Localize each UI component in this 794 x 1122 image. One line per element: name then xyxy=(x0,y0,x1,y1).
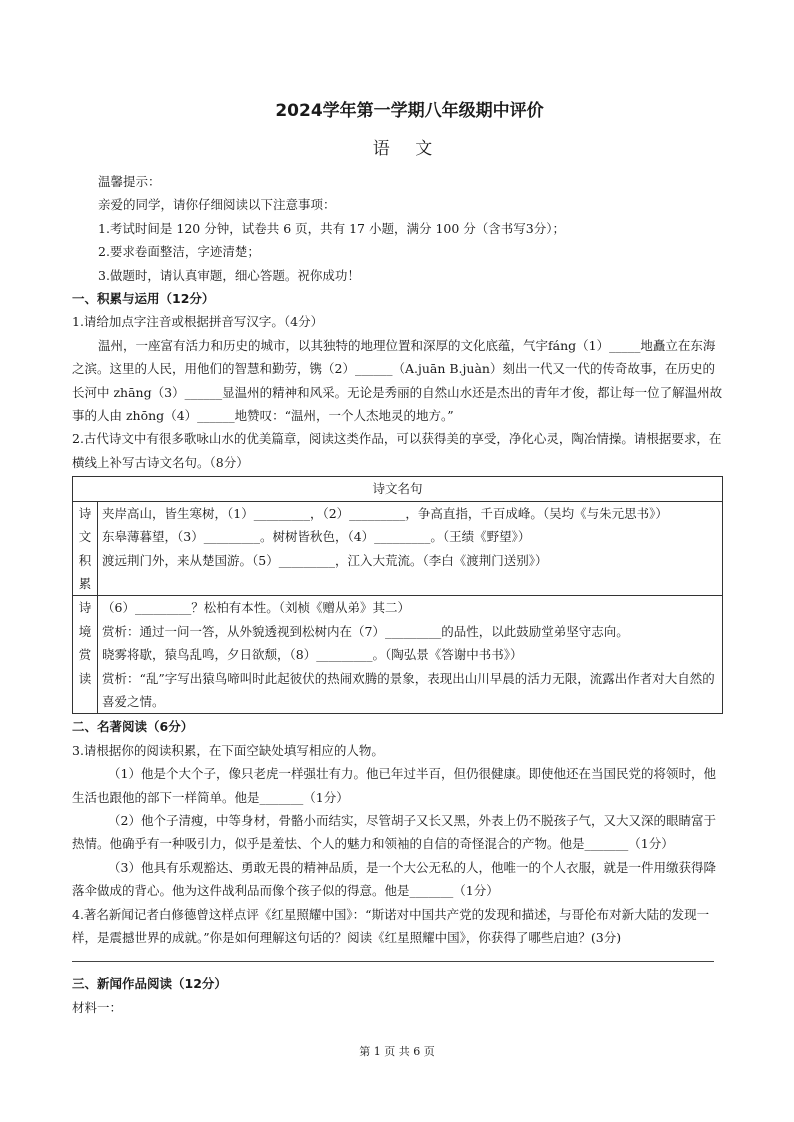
poem-group-content xyxy=(98,596,723,714)
poem-line: 赏析：通过一问一答，从外貌透视到松树内在（7）_________的品性，以此鼓励堂弟坚守志向。 xyxy=(102,623,629,639)
poem-line: 东皋薄暮望，（3）_________。树树皆秋色，（4）_________。（王绩《野望》） xyxy=(102,529,531,545)
section-heading: 二、名著阅读（6分） xyxy=(72,719,194,735)
tips-label: 温馨提示： xyxy=(98,174,161,189)
exam-subject: 语 文 xyxy=(372,139,443,159)
exam-title: 2024学年第一学期八年级期中评价 xyxy=(275,101,544,121)
question-stem: 3.请根据你的阅读积累，在下面空缺处填写相应的人物。 xyxy=(72,742,384,758)
tips-item: 2.要求卷面整洁，字迹清楚； xyxy=(98,244,260,260)
poem-group-label: 诗境赏读 xyxy=(73,596,98,714)
material-label: 材料一： xyxy=(72,999,123,1015)
question-item: （2）他个子清瘦，中等身材，骨骼小而结实，尽管胡子又长又黑，外表上仍不脱孩子气，又大又深的眼睛富于热情。他确乎有一种吸引力，似乎是羞怯、个人的魅力和领袖的自信的奇怪混合的产物。他是_______（1分） xyxy=(72,812,716,852)
page-footer: 第 1 页 共 6 页 xyxy=(359,1045,435,1058)
question-item: （3）他具有乐观豁达、勇敢无畏的精神品质，是一个大公无私的人，他唯一的个人衣服，就是一件用缴获得降落伞做成的背心。他为这件战利品而像个孩子似的得意。他是_______（1分） xyxy=(72,859,716,899)
answer-line xyxy=(72,961,714,962)
poem-line: （6）_________？松柏有本性。（刘桢《赠从弟》其二） xyxy=(102,600,410,616)
poem-line: 渡远荆门外，来从楚国游。（5）_________，江入大荒流。（李白《渡荆门送别》） xyxy=(102,552,548,568)
tips-item: 1.考试时间是 120 分钟，试卷共 6 页，共有 17 小题，满分 100 分（含书写3分）； xyxy=(98,220,565,236)
poem-table xyxy=(72,476,723,714)
question-stem: 4.著名新闻记者白修德曾这样点评《红星照耀中国》：“斯诺对中国共产党的发现和描述，与哥伦布对新大陆的发现一样，是震撼世界的成就。”你是如何理解这句话的？阅读《红星照耀中国》，你获得了哪些启迪？(3分) xyxy=(72,906,710,945)
question-stem: 1.请给加点字注音或根据拼音写汉字。（4分） xyxy=(72,314,324,330)
poem-line: 夹岸高山，皆生寒树，（1）_________，（2）_________，争高直指，千百成峰。（吴均《与朱元思书》） xyxy=(102,505,668,521)
tips-intro: 亲爱的同学，请你仔细阅读以下注意事项： xyxy=(98,197,336,213)
poem-table-header: 诗文名句 xyxy=(73,477,723,501)
question-stem: 2.古代诗文中有很多歌咏山水的优美篇章，阅读这类作品，可以获得美的享受，净化心灵，陶冶情操。请根据要求，在横线上补写古诗文名句。（8分） xyxy=(72,431,722,470)
poem-group-content xyxy=(98,501,723,596)
tips-block xyxy=(72,170,723,287)
tips-item: 3.做题时，请认真审题，细心答题。祝你成功！ xyxy=(98,267,360,283)
question-item: （1）他是个大个子，像只老虎一样强壮有力。他已年过半百，但仍很健康。即使他还在当国民党的将领时，他生活也跟他的部下一样简单。他是_______（1分） xyxy=(72,766,716,805)
exam-page xyxy=(72,98,723,1019)
section-heading: 一、积累与运用（12分） xyxy=(72,291,215,307)
poem-line: 赏析：“乱”字写出猿鸟啼叫时此起彼伏的热闹欢腾的景象，表现出山川早晨的活力无限，流露出作者对大自然的喜爱之情。 xyxy=(102,670,715,709)
poem-group-label: 诗文积累 xyxy=(73,501,98,596)
poem-line: 晓雾将歇，猿鸟乱鸣，夕日欲颓，（8）_________。（陶弘景《答谢中书书》） xyxy=(102,647,523,663)
question-passage: 温州，一座富有活力和历史的城市，以其独特的地理位置和深厚的文化底蕴，气宇fáng（1）_____地矗立在东海之滨。这里的人民，用他们的智慧和勤劳，镌（2）______（A.juān B.juàn）刻出一代又一代的传奇故事，在历史的长河中 zhāng（3）______显温州的精神和风采。无论是秀丽的自然山水还是杰出的青年才俊，都让每一位了解温州故事的人由 zhōng（4）______地赞叹：“温州，一个人杰地灵的地方。” xyxy=(72,337,723,424)
section-heading: 三、新闻作品阅读（12分） xyxy=(72,976,227,992)
